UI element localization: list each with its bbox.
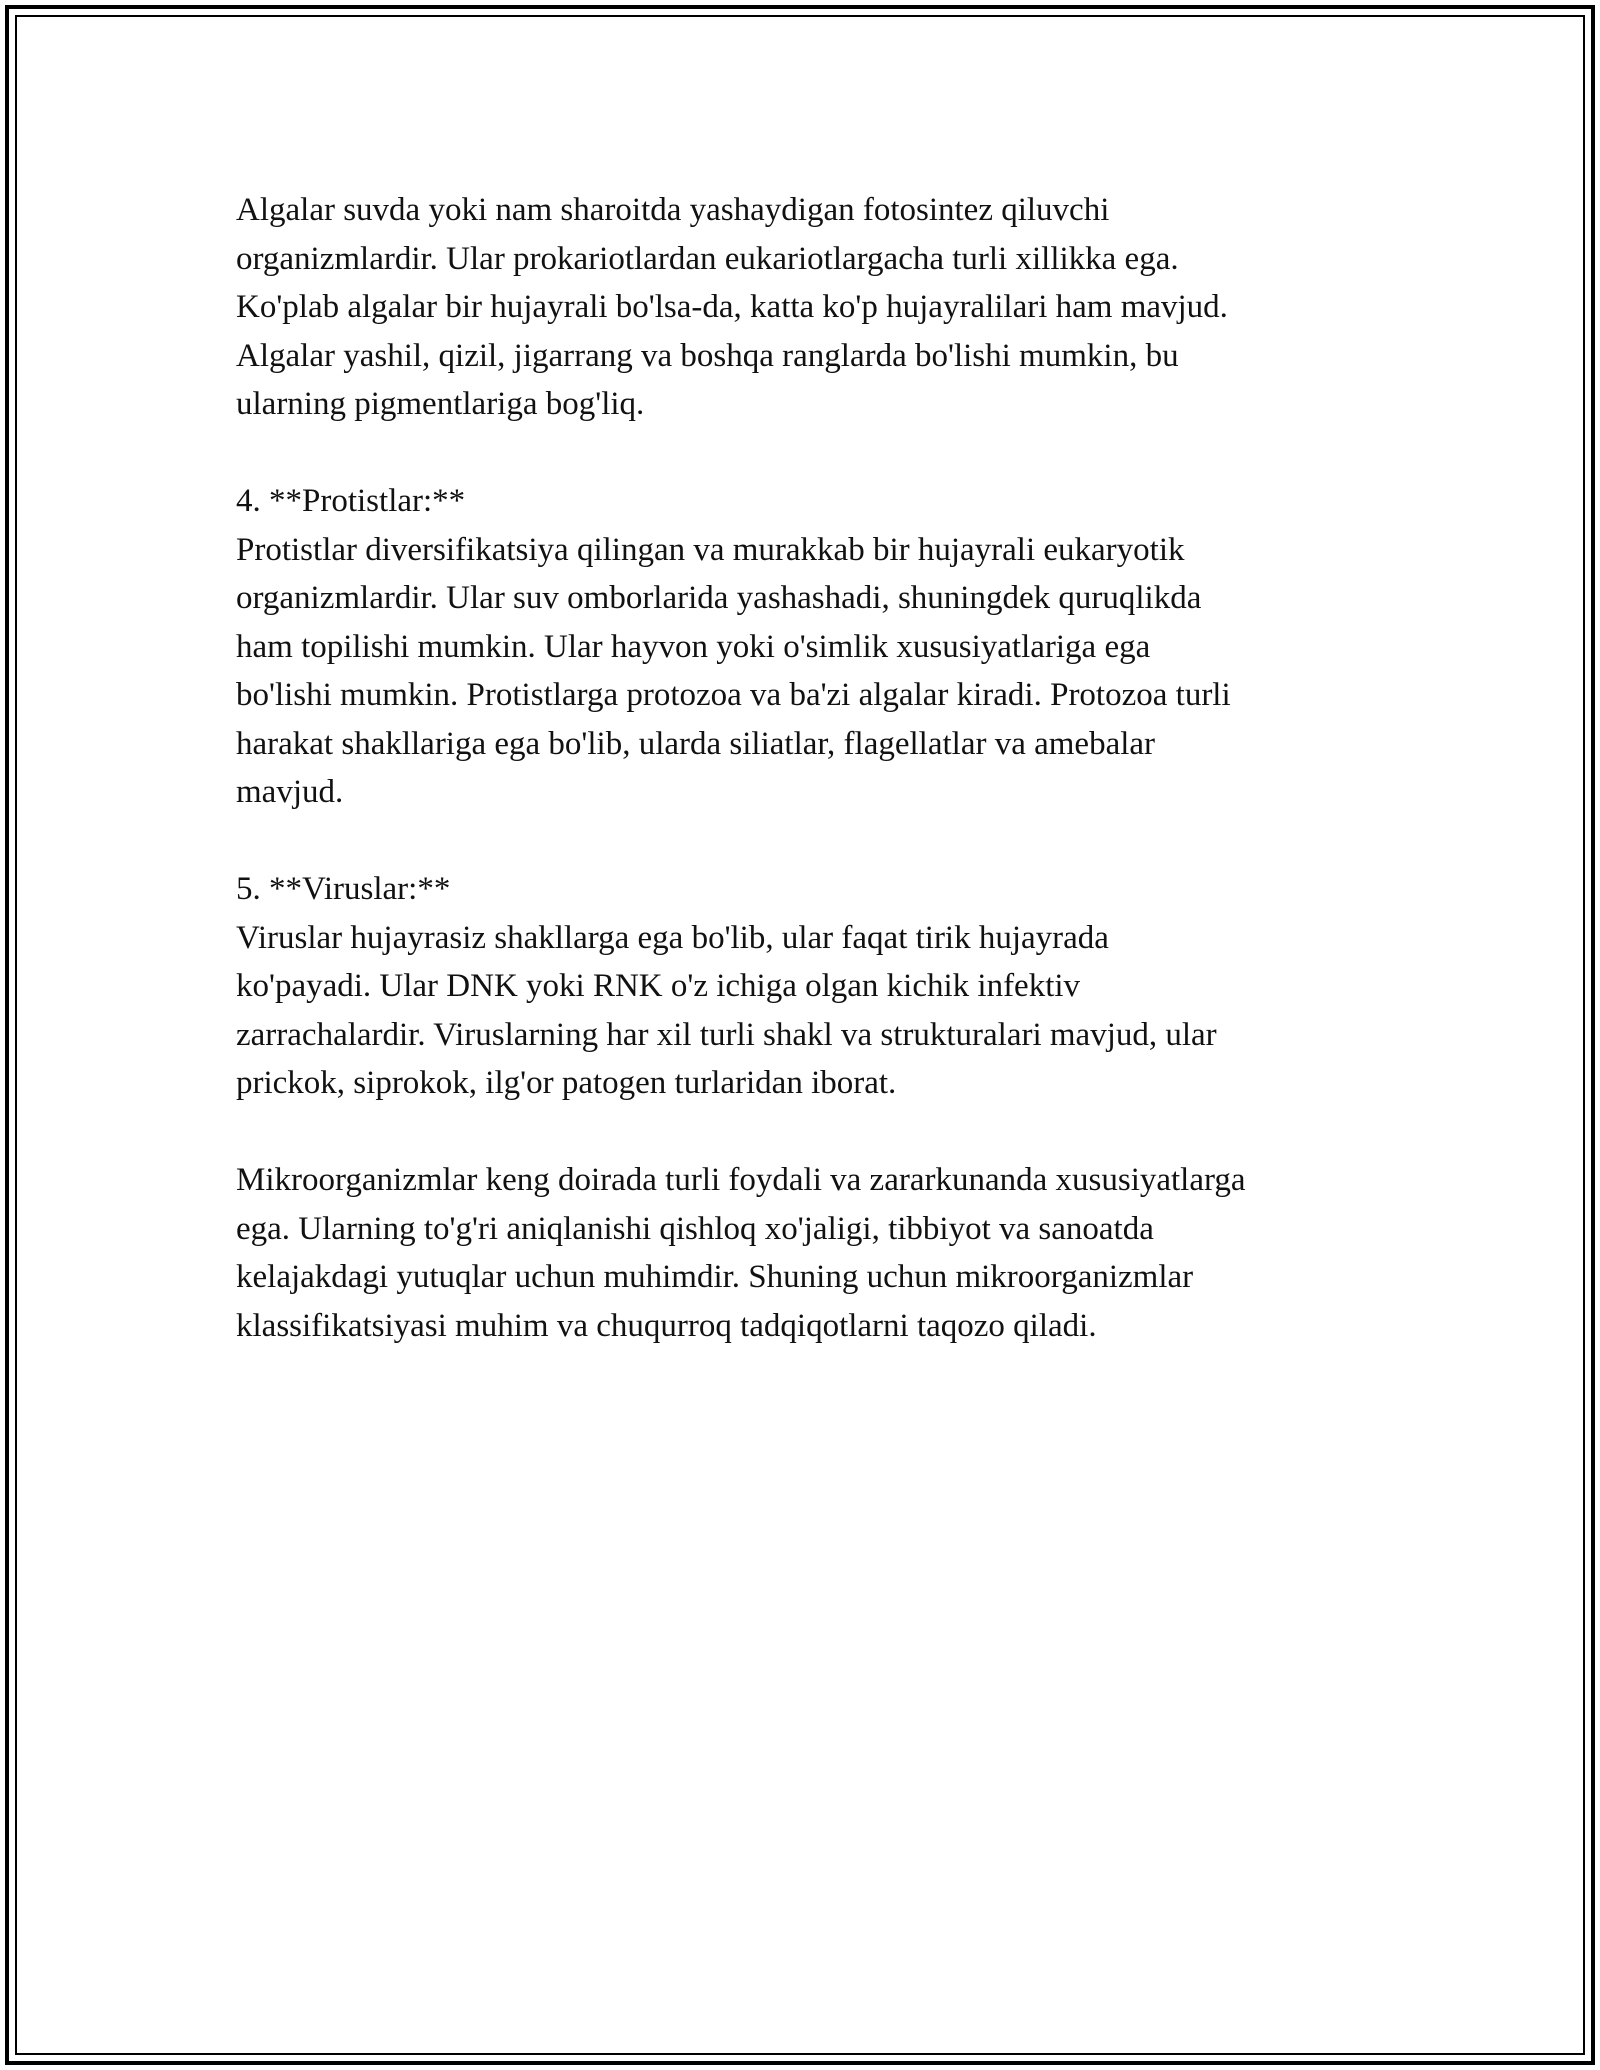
- text-line: Algalar suvda yoki nam sharoitda yashaydigan fotosintez qiluvchi: [236, 192, 1110, 228]
- section-viruslar: [236, 865, 1376, 1108]
- text-line: organizmlardir. Ular prokariotlardan eukariotlargacha turli xillikka ega.: [236, 240, 1179, 277]
- text-line: ham topilishi mumkin. Ular hayvon yoki o'simlik xususiyatlariga ega: [236, 628, 1151, 665]
- text-line: Mikroorganizmlar keng doirada turli foydali va zararkunanda xususiyatlarga: [236, 1162, 1246, 1198]
- text-line: prickok, siprokok, ilg'or patogen turlaridan iborat.: [236, 1065, 897, 1101]
- text-line: mavjud.: [236, 774, 344, 810]
- text-line: zarrachalardir. Viruslarning har xil turli shakl va strukturalari mavjud, ular: [236, 1016, 1217, 1053]
- text-line: Protistlar diversifikatsiya qilingan va murakkab bir hujayrali eukaryotik: [236, 531, 1185, 568]
- text-line: kelajakdagi yutuqlar uchun muhimdir. Shuning uchun mikroorganizmlar: [236, 1259, 1194, 1295]
- section-heading: 5. **Viruslar:**: [236, 871, 451, 907]
- text-line: Viruslar hujayrasiz shakllarga ega bo'lib, ular faqat tirik hujayrada: [236, 919, 1109, 956]
- paragraph-conclusion: [236, 1156, 1376, 1350]
- text-line: organizmlardir. Ular suv omborlarida yashashadi, shuningdek quruqlikda: [236, 580, 1202, 616]
- text-line: Algalar yashil, qizil, jigarrang va boshqa ranglarda bo'lishi mumkin, bu: [236, 337, 1179, 374]
- text-line: ularning pigmentlariga bog'liq.: [236, 386, 645, 422]
- text-line: ko'payadi. Ular DNK yoki RNK o'z ichiga olgan kichik infektiv: [236, 968, 1081, 1004]
- text-line: ega. Ularning to'g'ri aniqlanishi qishloq xo'jaligi, tibbiyot va sanoatda: [236, 1210, 1154, 1247]
- section-heading: 4. **Protistlar:**: [236, 483, 466, 519]
- text-line: harakat shakllariga ega bo'lib, ularda siliatlar, flagellatlar va amebalar: [236, 725, 1156, 762]
- text-line: klassifikatsiyasi muhim va chuqurroq tadqiqotlarni taqozo qiladi.: [236, 1307, 1097, 1344]
- document-body: [236, 186, 1376, 1399]
- text-line: Ko'plab algalar bir hujayrali bo'lsa-da, katta ko'p hujayralilari ham mavjud.: [236, 289, 1228, 325]
- text-line: bo'lishi mumkin. Protistlarga protozoa va ba'zi algalar kiradi. Protozoa turli: [236, 677, 1231, 713]
- paragraph-algalar: [236, 186, 1376, 429]
- section-protistlar: [236, 477, 1376, 817]
